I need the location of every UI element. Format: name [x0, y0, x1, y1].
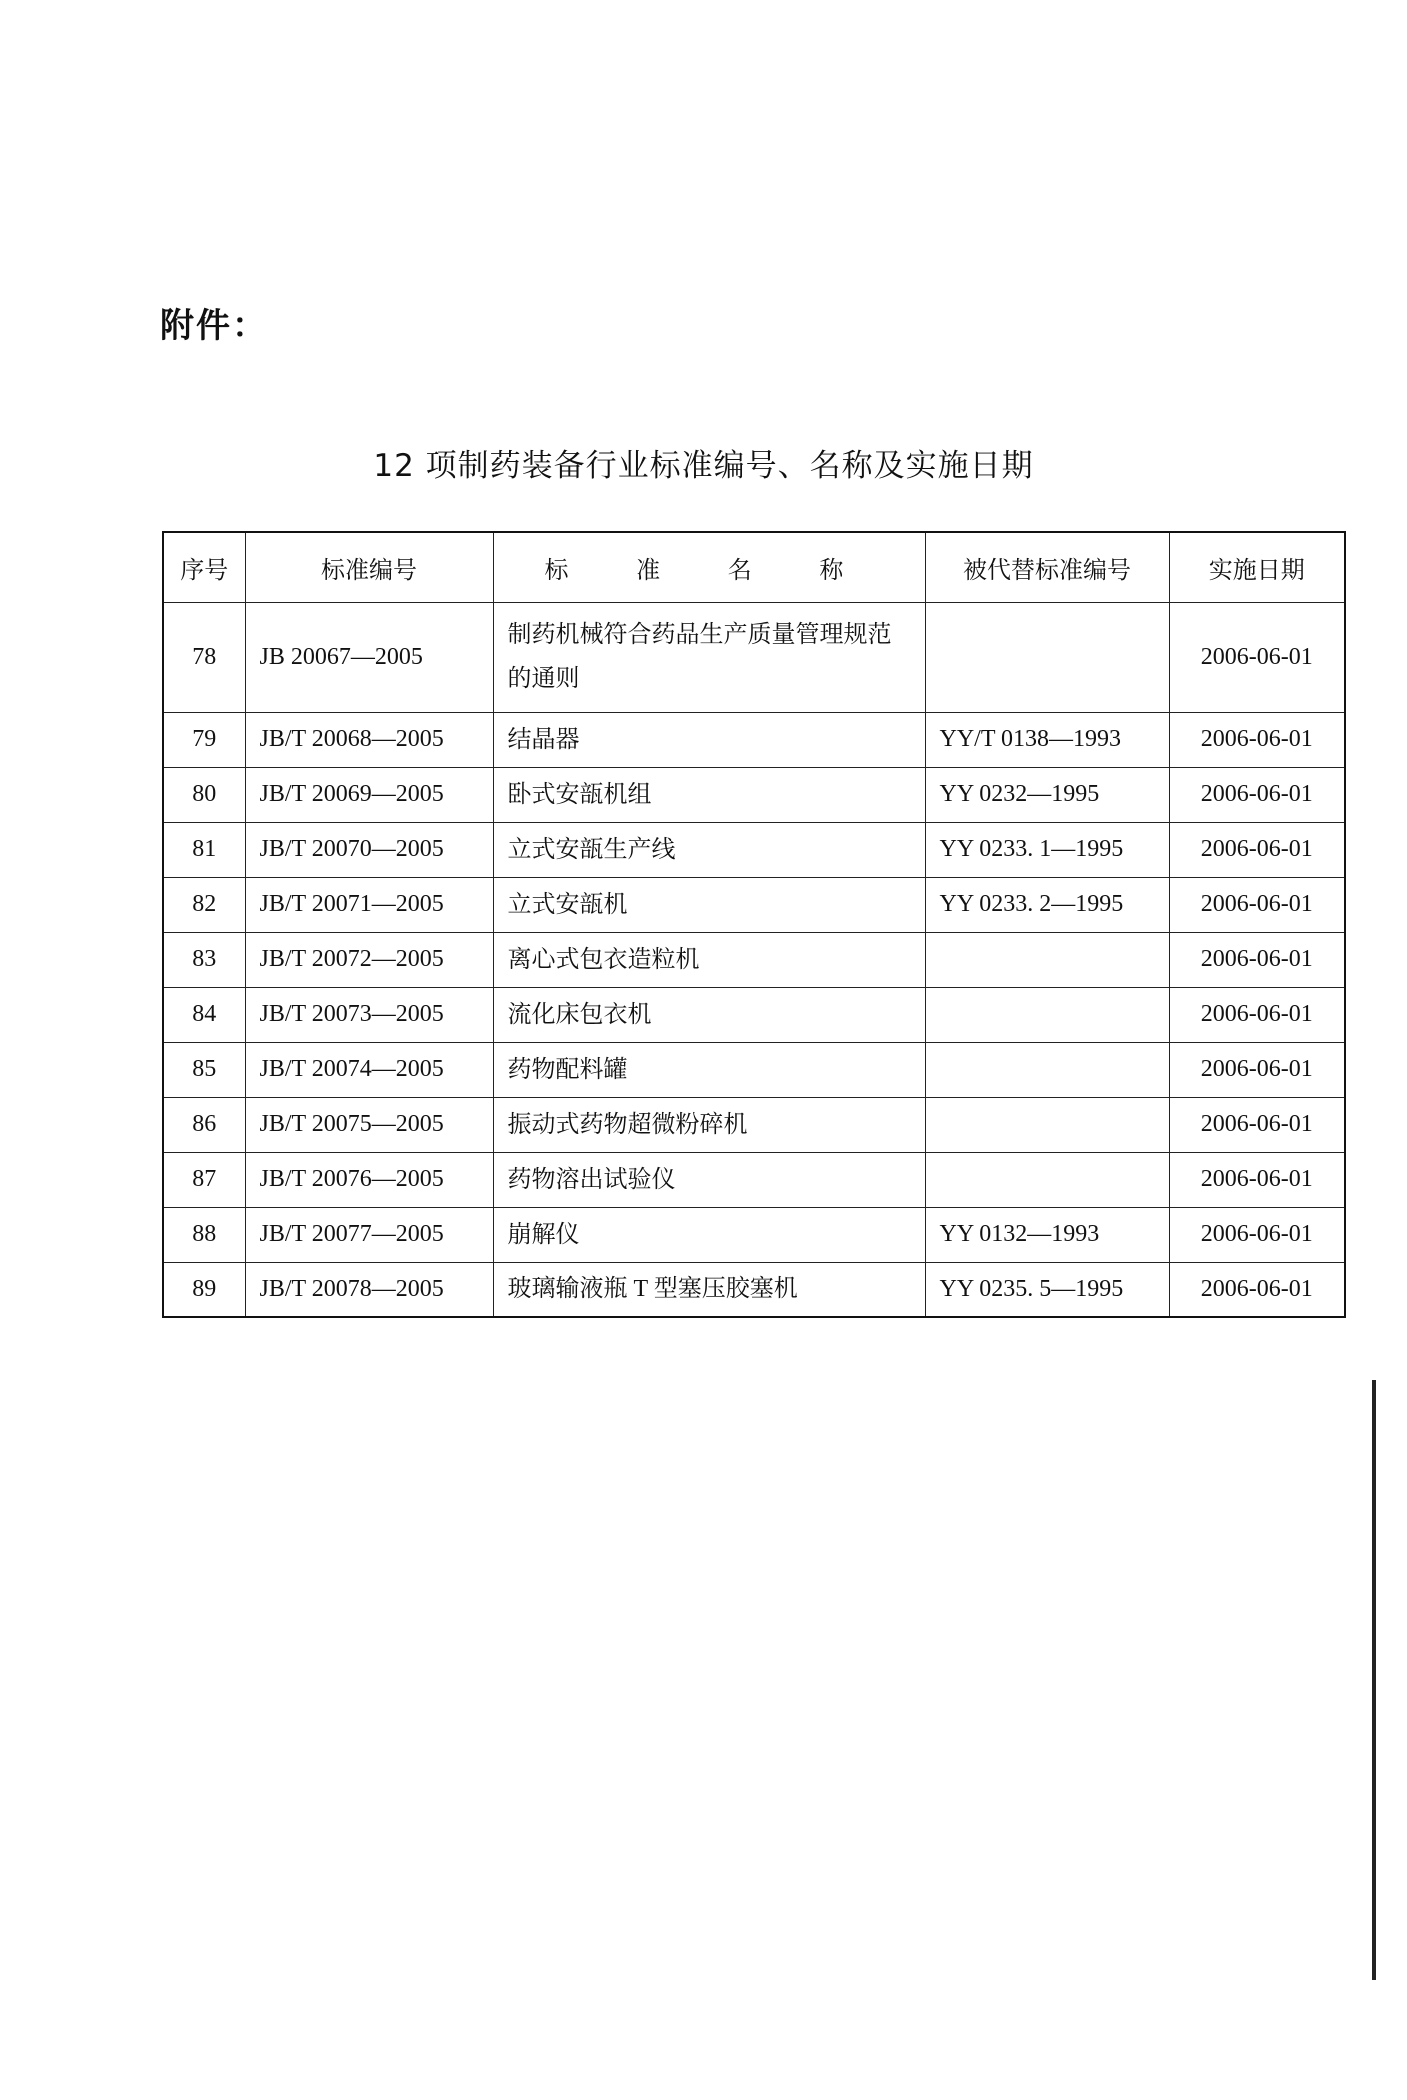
- cell-date: 2006-06-01: [1169, 822, 1345, 877]
- cell-replaced: [925, 932, 1169, 987]
- cell-no: 79: [163, 712, 245, 767]
- cell-replaced: YY 0232—1995: [925, 767, 1169, 822]
- cell-date: 2006-06-01: [1169, 1042, 1345, 1097]
- cell-code: JB/T 20072—2005: [245, 932, 493, 987]
- cell-date: 2006-06-01: [1169, 877, 1345, 932]
- table-row: [163, 877, 1345, 932]
- cell-replaced: [925, 602, 1169, 712]
- cell-replaced: [925, 1152, 1169, 1207]
- table-row: [163, 1262, 1345, 1317]
- table-row: [163, 602, 1345, 712]
- scan-edge-mark: [1372, 1380, 1376, 1980]
- header-no: 序号: [163, 532, 245, 602]
- header-name: 标 准 名 称: [493, 532, 925, 602]
- cell-name: 玻璃输液瓶 T 型塞压胶塞机: [493, 1262, 925, 1317]
- cell-date: 2006-06-01: [1169, 1207, 1345, 1262]
- cell-no: 78: [163, 602, 245, 712]
- cell-code: JB 20067—2005: [245, 602, 493, 712]
- cell-replaced: [925, 1097, 1169, 1152]
- cell-code: JB/T 20070—2005: [245, 822, 493, 877]
- table-row: [163, 712, 1345, 767]
- cell-replaced: [925, 1042, 1169, 1097]
- cell-code: JB/T 20068—2005: [245, 712, 493, 767]
- table-row: [163, 1042, 1345, 1097]
- cell-name: 药物溶出试验仪: [493, 1152, 925, 1207]
- cell-date: 2006-06-01: [1169, 1097, 1345, 1152]
- cell-name: 药物配料罐: [493, 1042, 925, 1097]
- cell-no: 84: [163, 987, 245, 1042]
- cell-no: 80: [163, 767, 245, 822]
- cell-name: 立式安瓿生产线: [493, 822, 925, 877]
- cell-replaced: YY 0233. 1—1995: [925, 822, 1169, 877]
- table-row: [163, 767, 1345, 822]
- table-header-row: [163, 532, 1345, 602]
- cell-code: JB/T 20071—2005: [245, 877, 493, 932]
- cell-name: 离心式包衣造粒机: [493, 932, 925, 987]
- cell-name: 结晶器: [493, 712, 925, 767]
- standards-table: [162, 531, 1346, 1318]
- cell-name: 崩解仪: [493, 1207, 925, 1262]
- cell-code: JB/T 20073—2005: [245, 987, 493, 1042]
- cell-date: 2006-06-01: [1169, 712, 1345, 767]
- table-row: [163, 987, 1345, 1042]
- cell-code: JB/T 20078—2005: [245, 1262, 493, 1317]
- cell-replaced: YY/T 0138—1993: [925, 712, 1169, 767]
- cell-date: 2006-06-01: [1169, 1262, 1345, 1317]
- cell-replaced: YY 0235. 5—1995: [925, 1262, 1169, 1317]
- cell-name: 卧式安瓿机组: [493, 767, 925, 822]
- cell-date: 2006-06-01: [1169, 932, 1345, 987]
- table-row: [163, 1152, 1345, 1207]
- cell-date: 2006-06-01: [1169, 987, 1345, 1042]
- header-replaced: 被代替标准编号: [925, 532, 1169, 602]
- cell-no: 85: [163, 1042, 245, 1097]
- cell-no: 86: [163, 1097, 245, 1152]
- cell-code: JB/T 20074—2005: [245, 1042, 493, 1097]
- header-code: 标准编号: [245, 532, 493, 602]
- cell-code: JB/T 20076—2005: [245, 1152, 493, 1207]
- cell-replaced: YY 0132—1993: [925, 1207, 1169, 1262]
- header-date: 实施日期: [1169, 532, 1345, 602]
- cell-replaced: [925, 987, 1169, 1042]
- table-row: [163, 932, 1345, 987]
- cell-date: 2006-06-01: [1169, 767, 1345, 822]
- cell-no: 88: [163, 1207, 245, 1262]
- cell-no: 87: [163, 1152, 245, 1207]
- cell-name: 立式安瓿机: [493, 877, 925, 932]
- cell-name: 流化床包衣机: [493, 987, 925, 1042]
- table-body: [163, 602, 1345, 1317]
- cell-date: 2006-06-01: [1169, 1152, 1345, 1207]
- cell-name: 振动式药物超微粉碎机: [493, 1097, 925, 1152]
- table-row: [163, 1207, 1345, 1262]
- cell-no: 83: [163, 932, 245, 987]
- cell-replaced: YY 0233. 2—1995: [925, 877, 1169, 932]
- cell-name: 制药机械符合药品生产质量管理规范的通则: [493, 602, 925, 712]
- cell-code: JB/T 20077—2005: [245, 1207, 493, 1262]
- document-title: 12 项制药装备行业标准编号、名称及实施日期: [373, 448, 1034, 484]
- cell-no: 82: [163, 877, 245, 932]
- cell-date: 2006-06-01: [1169, 602, 1345, 712]
- cell-code: JB/T 20075—2005: [245, 1097, 493, 1152]
- attachment-label: 附件：: [160, 306, 268, 346]
- cell-code: JB/T 20069—2005: [245, 767, 493, 822]
- cell-no: 81: [163, 822, 245, 877]
- table-row: [163, 1097, 1345, 1152]
- cell-no: 89: [163, 1262, 245, 1317]
- table-row: [163, 822, 1345, 877]
